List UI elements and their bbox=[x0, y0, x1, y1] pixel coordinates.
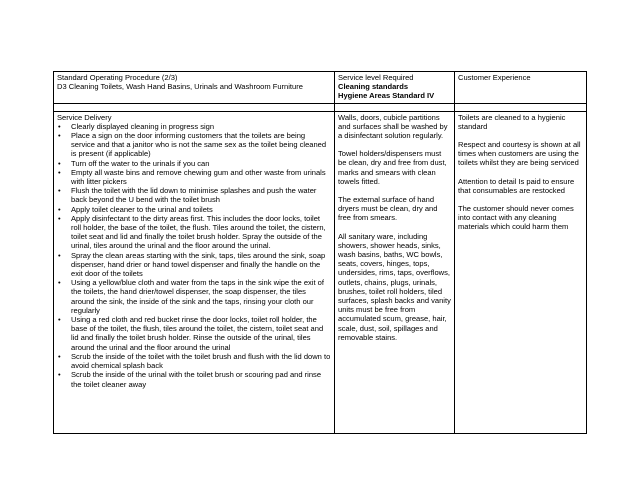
procedure-title: Standard Operating Procedure (2/3) bbox=[57, 73, 178, 82]
service-level-value-2: Hygiene Areas Standard IV bbox=[338, 91, 435, 101]
bullet-icon: • bbox=[58, 278, 61, 288]
spacer-row bbox=[54, 103, 587, 111]
step-text: Scrub the inside of the toilet with the toilet brush and flush with the lid down to avoid chemical splash back bbox=[71, 351, 331, 371]
bullet-icon: • bbox=[58, 204, 61, 214]
customer-experience-paragraph: Respect and courtesy is shown at all times when customers are using the toilets whilst they are being serviced bbox=[458, 140, 581, 168]
step-text: Apply disinfectant to the dirty areas first. This includes the door locks, toilet roll holder, the base of the toilet, the flush. Tiles around the toilet, the cistern, toilet seat and lid and finally the toilet brush holder. Spray the outside of the urinal, tiles around the urinal and the floor around the urinal. bbox=[71, 213, 326, 251]
service-delivery-step bbox=[57, 168, 331, 186]
service-delivery-step bbox=[57, 278, 331, 315]
bullet-icon: • bbox=[58, 250, 61, 260]
customer-experience-paragraph: Attention to detail Is paid to ensure that consumables are restocked bbox=[458, 176, 575, 195]
service-level-cell bbox=[335, 111, 455, 433]
procedure-title-cell bbox=[54, 72, 335, 104]
service-delivery-step bbox=[57, 122, 331, 131]
service-level-paragraph: The external surface of hand dryers must be clean, dry and free from smears. bbox=[338, 195, 438, 223]
bullet-icon: • bbox=[58, 131, 61, 141]
service-delivery-step bbox=[57, 315, 331, 352]
bullet-icon: • bbox=[58, 167, 61, 177]
service-delivery-heading: Service Delivery bbox=[57, 112, 112, 122]
step-text: Scrub the inside of the urinal with the toilet brush or scouring pad and rinse the toilet cleaner away bbox=[71, 370, 322, 389]
step-text: Using a red cloth and red bucket rinse the door locks, toilet roll holder, the base of the toilet, the flush, tiles around the toilet, the cistern, toilet seat and lid and finally the toilet brush holder. Rinse the outside of the urinal, tiles around the urinal and the floor around the urinal bbox=[71, 315, 324, 352]
service-delivery-step bbox=[57, 205, 331, 214]
bullet-icon: • bbox=[58, 121, 61, 131]
service-level-label: Service level Required bbox=[338, 73, 414, 82]
service-delivery-step bbox=[57, 159, 331, 168]
customer-experience-paragraph: Toilets are cleaned to a hygienic standard bbox=[458, 112, 566, 131]
step-text: Clearly displayed cleaning in progress sign bbox=[71, 121, 215, 131]
bullet-icon: • bbox=[58, 351, 61, 361]
service-level-value-1: Cleaning standards bbox=[338, 82, 409, 92]
bullet-icon: • bbox=[58, 213, 61, 223]
header-row bbox=[54, 72, 587, 104]
service-level-header-cell bbox=[335, 72, 455, 104]
service-level-paragraphs bbox=[338, 113, 451, 342]
service-delivery-step bbox=[57, 186, 331, 204]
customer-experience-label: Customer Experience bbox=[458, 73, 531, 82]
step-text: Flush the toilet with the lid down to minimise splashes and push the water back beyond the U bend with the toilet brush bbox=[71, 186, 317, 205]
service-delivery-step bbox=[57, 214, 331, 251]
service-delivery-steps bbox=[57, 122, 331, 389]
step-text: Empty all waste bins and remove chewing gum and other waste from urinals with litter pickers bbox=[71, 167, 326, 187]
content-row bbox=[54, 111, 587, 433]
customer-experience-paragraphs bbox=[458, 113, 583, 232]
customer-experience-paragraph: The customer should never comes into contact with any cleaning materials which could harm them bbox=[458, 204, 574, 232]
sop-table bbox=[53, 71, 587, 434]
service-delivery-step bbox=[57, 352, 331, 370]
step-text: Spray the clean areas starting with the sink, taps, tiles around the sink, soap dispenser, hand drier or hand towel dispenser and finally the handle on the exit door of the toilets bbox=[71, 250, 326, 279]
service-level-paragraph: Walls, doors, cubicle partitions and surfaces shall be washed by a disinfectant solution regularly. bbox=[338, 112, 448, 141]
service-level-paragraph: Towel holders/dispensers must be clean, dry and free from dust, marks and smears with clean towels fitted. bbox=[338, 149, 447, 186]
step-text: Using a yellow/blue cloth and water from the taps in the sink wipe the exit of the toilets, the hand drier/towel dispenser, the soap dispenser, the tiles around the sink, the inside of the sink and the taps, rinsing your cloth our regularly bbox=[71, 278, 324, 315]
service-delivery-step bbox=[57, 131, 331, 159]
service-delivery-cell bbox=[54, 111, 335, 433]
bullet-icon: • bbox=[58, 186, 61, 196]
service-level-paragraph: All sanitary ware, including showers, shower heads, sinks, wash basins, baths, WC bowls, seats, covers, hinges, tops, undersides, rims, taps, overflows, outlets, chains, plugs, urinals, brushes, toilet roll holders, tiled surfaces, splash backs and vanity units must be free from accumulated scum, grease, hair, scale, dust, soil, spillages and removable stains. bbox=[338, 231, 451, 342]
bullet-icon: • bbox=[58, 158, 61, 168]
service-delivery-step bbox=[57, 370, 331, 388]
step-text: Place a sign on the door informing customers that the toilets are being service and that a janitor who is not the same sex as the toilet being cleaned is present (if applicable) bbox=[71, 131, 327, 159]
customer-experience-cell bbox=[455, 111, 587, 433]
procedure-subtitle: D3 Cleaning Toilets, Wash Hand Basins, Urinals and Washroom Furniture bbox=[57, 82, 303, 92]
bullet-icon: • bbox=[58, 315, 61, 325]
customer-experience-header-cell bbox=[455, 72, 587, 104]
step-text: Turn off the water to the urinals if you can bbox=[71, 158, 210, 168]
step-text: Apply toilet cleaner to the urinal and toilets bbox=[71, 204, 213, 214]
service-delivery-step bbox=[57, 251, 331, 279]
bullet-icon: • bbox=[58, 370, 61, 380]
